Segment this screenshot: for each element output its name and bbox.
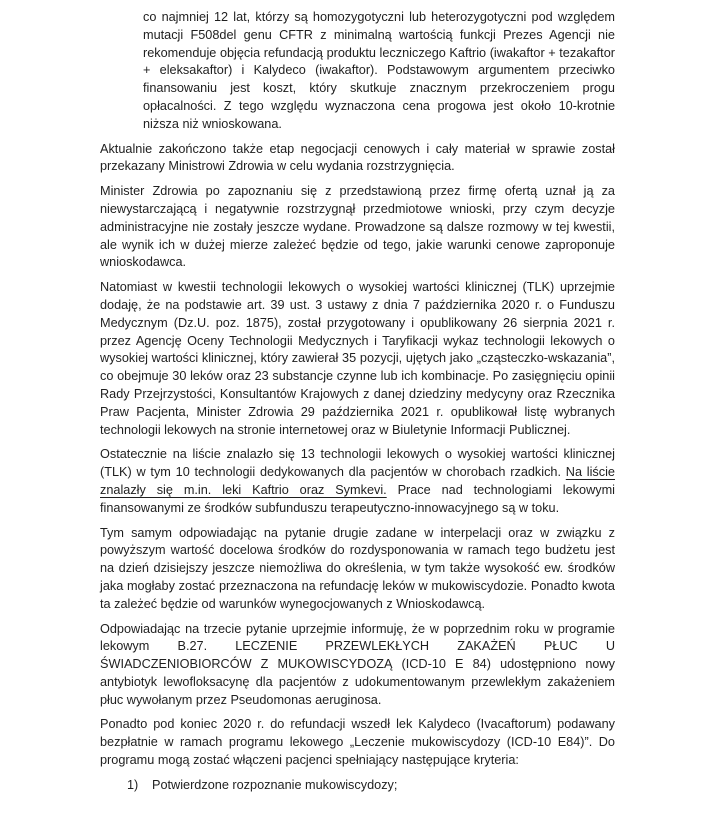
paragraph-kalydeco-program	[100, 716, 615, 769]
document-content	[100, 9, 615, 795]
list-item-text: Potwierdzone rozpoznanie mukowiscydozy;	[152, 777, 398, 792]
text-run: Aktualnie zakończono także etap negocjacji cenowych i cały materiał w sprawie został przekazany Ministrowi Zdrowia w celu wydania rozstrzygnięcia.	[100, 141, 615, 174]
paragraph-price-negotiations	[100, 141, 615, 177]
text-run: Odpowiadając na trzecie pytanie uprzejmie informuję, że w poprzednim roku w programie lekowym B.27. LECZENIE PRZEWLEKŁYCH ZAKAŻEŃ PŁUC U ŚWIADCZENIOBIORCÓW Z MUKOWISCYDOZĄ (ICD-10 E 84) udostępniono nowy antybiotyk lewofloksacynę dla pacjentów z udokumentowanym przewlekłym zakażeniem płuc wywołanym przez Pseudomonas aeruginosa.	[100, 621, 615, 707]
paragraph-minister-decision	[100, 183, 615, 272]
paragraph-final-tlk-list	[100, 446, 615, 517]
text-run: Tym samym odpowiadając na pytanie drugie zadane w interpelacji oraz w związku z powyższym wartość docelowa środków do rozdysponowania w ramach tego budżetu jest na dzień dzisiejszy jeszcze niemożliwa do określenia, w tym także wysokość ew. środków jaka mogłaby zostać przeznaczona na refundację leków w mukowiscydozie. Ponadto kwota ta zależeć będzie od warunków wynegocjowanych z Wnioskodawcą.	[100, 525, 615, 611]
text-run: Ostatecznie na liście znalazło się 13 technologii lekowych o wysokiej wartości klinicznej (TLK) w tym 10 technologii dedykowanych dla pacjentów w chorobach rzadkich.	[100, 447, 615, 480]
paragraph-tlk-fund	[100, 279, 615, 439]
underlined-text-run: Na liście znalazły się m.in. leki Kaftrio oraz Symkevi.	[100, 465, 615, 497]
document-list	[100, 777, 615, 795]
text-run: Natomiast w kwestii technologii lekowych o wysokiej wartości klinicznej (TLK) uprzejmie dodaję, że na podstawie art. 39 ust. 3 ustawy z dnia 7 października 2020 r. o Funduszu Medycznym (Dz.U. poz. 1875), został przygotowany i opublikowany 26 sierpnia 2021 r. przez Agencję Oceny Technologii Medycznych i Taryfikacji wykaz technologii lekowych o wysokiej wartości klinicznej, który zawierał 35 pozycji, ujętych jako „cząsteczko-wskazania”, co obejmuje 30 leków oraz 23 substancje czynne lub ich kombinacje. Po zasięgnięciu opinii Rady Przejrzystości, Konsultantów Krajowych z danej dziedziny medycyny oraz Rzecznika Praw Pacjenta, Minister Zdrowia 29 października 2021 r. opublikował listę wybranych technologii lekowych na stronie internetowej oraz w Biuletynie Informacji Publicznej.	[100, 280, 615, 437]
paragraph-budget-answer	[100, 525, 615, 614]
list-item-marker: 1)	[127, 777, 139, 792]
list-item	[127, 777, 615, 795]
text-run: Prace nad technologiami lekowymi finansowanymi ze środków subfunduszu terapeutyczno-innowacyjnego są w toku.	[100, 482, 615, 515]
text-run: Minister Zdrowia po zapoznaniu się z przedstawioną przez firmę ofertą uznał ją za niewystarczającą i negatywnie rozstrzygnął przedmiotowe wnioski, przy czym decyzje administracyjne nie zostały jeszcze wydane. Prowadzone są dalsze rozmowy w tej kwestii, ale wynik ich w dużej mierze zależeć będzie od tego, jakie warunki cenowe zaproponuje wnioskodawca.	[100, 184, 615, 270]
paragraph-agency-recommendation	[143, 9, 615, 134]
paragraph-third-question	[100, 621, 615, 710]
text-run: co najmniej 12 lat, którzy są homozygotyczni lub heterozygotyczni pod względem mutacji F508del genu CFTR z minimalną wartością funkcji Prezes Agencji nie rekomenduje objęcia refundacją produktu leczniczego Kaftrio (iwakaftor + tezakaftor + eleksakaftor) i Kalydeco (iwakaftor). Podstawowym argumentem przeciwko finansowaniu jest koszt, który skutkuje znacznym przekroczeniem progu opłacalności. Z tego względu wyznaczona cena progowa jest około 10-krotnie niższa niż wnioskowana.	[143, 10, 615, 131]
document-body	[100, 9, 615, 770]
text-run: Ponadto pod koniec 2020 r. do refundacji wszedł lek Kalydeco (Ivacaftorum) podawany bezpłatnie w ramach programu lekowego „Leczenie mukowiscydozy (ICD-10 E84)”. Do programu mogą zostać włączeni pacjenci spełniający następujące kryteria:	[100, 717, 615, 768]
